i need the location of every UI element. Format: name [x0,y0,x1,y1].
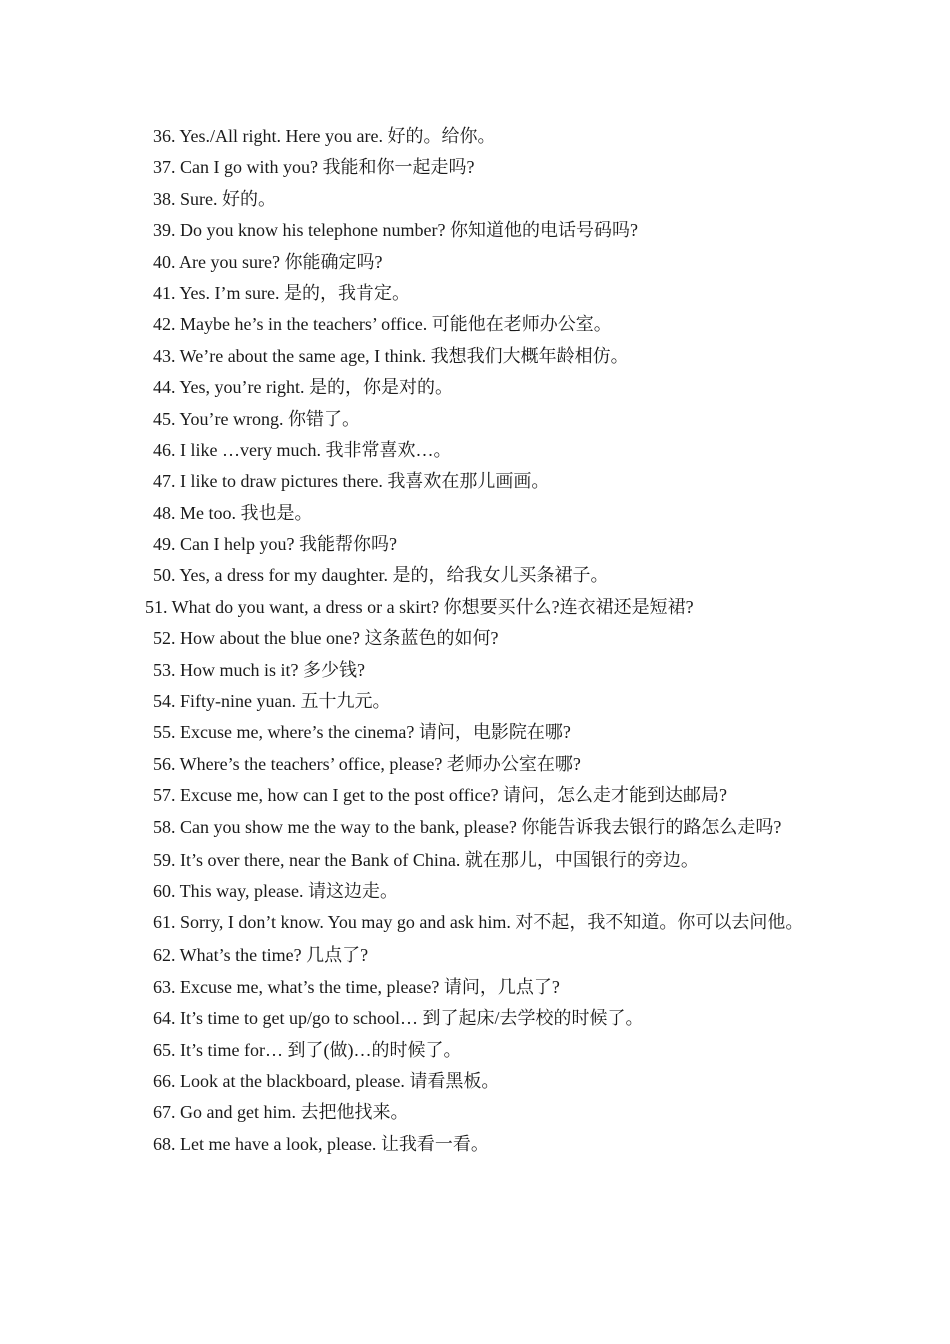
phrase-line: 57. Excuse me, how can I get to the post office? 请问，怎么走才能到达邮局? [153,785,728,806]
phrase-line: 68. Let me have a look, please. 让我看一看。 [153,1133,489,1154]
phrase-list [145,121,815,1160]
phrase-line: 40. Are you sure? 你能确定吗? [153,251,383,272]
phrase-line: 50. Yes, a dress for my daughter. 是的，给我女儿买条裙子。 [153,565,609,586]
phrase-line: 39. Do you know his telephone number? 你知道他的电话号码吗? [153,220,638,241]
phrase-line: 46. I like …very much. 我非常喜欢…。 [153,439,452,460]
phrase-line: 59. It’s over there, near the Bank of China. 就在那儿，中国银行的旁边。 [153,849,699,870]
phrase-line: 60. This way, please. 请这边走。 [153,880,398,901]
phrase-line: 44. Yes, you’re right. 是的，你是对的。 [153,377,453,398]
phrase-line: 47. I like to draw pictures there. 我喜欢在那儿画画。 [153,471,550,492]
phrase-line: 65. It’s time for… 到了(做)…的时候了。 [153,1039,462,1060]
phrase-line: 36. Yes./All right. Here you are. 好的。给你。 [153,126,496,146]
phrase-line: 63. Excuse me, what’s the time, please? 请问，几点了? [153,976,560,997]
phrase-line: 43. We’re about the same age, I think. 我想我们大概年龄相仿。 [153,345,629,366]
phrase-line: 56. Where’s the teachers’ office, please? 老师办公室在哪? [153,753,581,774]
phrase-line: 37. Can I go with you? 我能和你一起走吗? [153,157,475,178]
phrase-line: 53. How much is it? 多少钱? [153,659,365,680]
phrase-line: 54. Fifty-nine yuan. 五十九元。 [153,691,391,712]
phrase-line: 64. It’s time to get up/go to school… 到了起床/去学校的时候了。 [153,1008,644,1029]
phrase-line: 48. Me too. 我也是。 [153,502,313,523]
phrase-line: 66. Look at the blackboard, please. 请看黑板。 [153,1070,500,1091]
phrase-line: 49. Can I help you? 我能帮你吗? [153,534,397,555]
phrase-line: 62. What’s the time? 几点了? [153,945,369,966]
phrase-line: 45. You’re wrong. 你错了。 [153,408,360,429]
phrase-line: 58. Can you show me the way to the bank, please? 你能告诉我去银行的路怎么走吗? [153,816,782,837]
phrase-line: 38. Sure. 好的。 [153,188,276,209]
phrase-line: 51. What do you want, a dress or a skirt? 你想要买什么?连衣裙还是短裙? [145,596,694,617]
phrase-line: 55. Excuse me, where’s the cinema? 请问，电影院在哪? [153,722,571,743]
phrase-line: 67. Go and get him. 去把他找来。 [153,1102,409,1123]
phrase-line: 41. Yes. I’m sure. 是的，我肯定。 [153,282,411,303]
phrase-line: 42. Maybe he’s in the teachers’ office. 可能他在老师办公室。 [153,314,612,335]
phrase-line: 61. Sorry, I don’t know. You may go and ask him. 对不起，我不知道。你可以去问他。 [153,912,804,933]
phrase-line: 52. How about the blue one? 这条蓝色的如何? [153,628,499,649]
